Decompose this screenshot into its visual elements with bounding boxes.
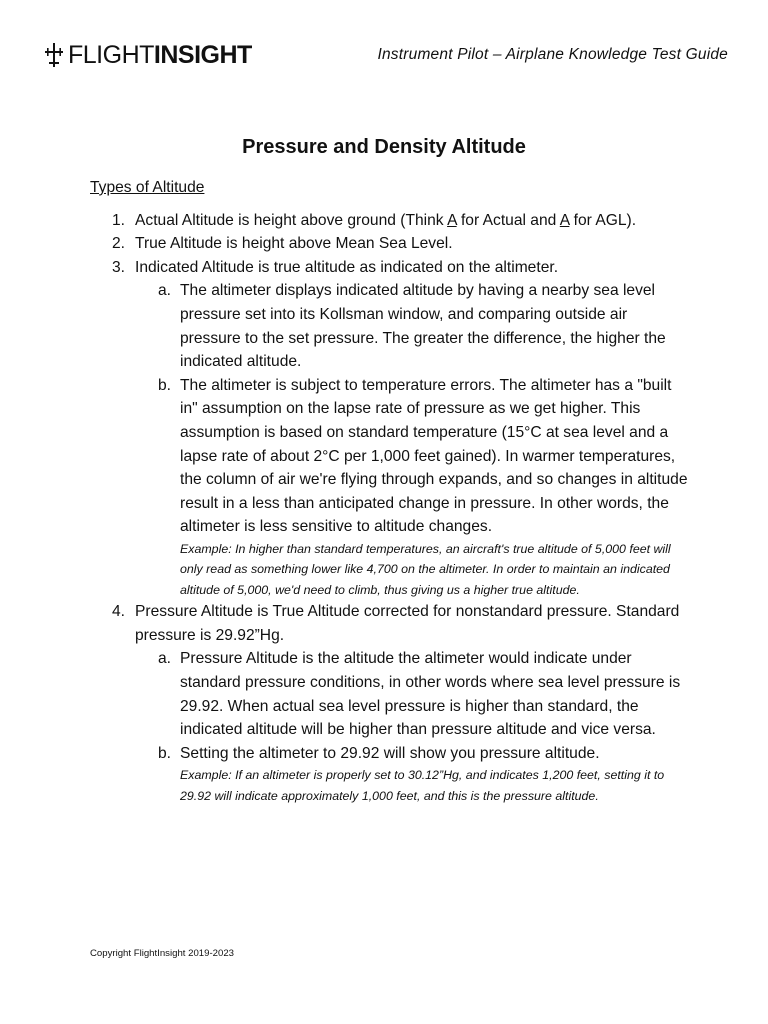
logo-text-light: FLIGHT	[68, 40, 154, 69]
list-item-text	[135, 212, 636, 229]
list-number: 1.	[112, 211, 126, 229]
logo-text-bold: INSIGHT	[153, 40, 252, 69]
underlined-letter: A	[559, 211, 570, 229]
page-header	[44, 38, 728, 74]
sub-list-item	[90, 742, 690, 806]
altitude-types-list	[90, 209, 690, 807]
sub-list	[90, 647, 690, 806]
list-number: 2.	[112, 235, 126, 253]
list-item-text: True Altitude is height above Mean Sea Level.	[135, 235, 453, 253]
copyright-footer: Copyright FlightInsight 2019-2023	[90, 948, 234, 959]
list-number: 3.	[112, 258, 126, 276]
list-item	[90, 209, 690, 233]
text-segment: for Actual and	[456, 211, 560, 229]
sub-list-letter: a.	[158, 650, 172, 668]
page-title: Pressure and Density Altitude	[242, 136, 526, 158]
list-item	[90, 256, 690, 600]
airplane-logo-icon	[44, 42, 64, 68]
section-heading: Types of Altitude	[90, 179, 205, 196]
logo-wordmark	[68, 40, 252, 69]
sub-list-letter: a.	[158, 282, 172, 300]
sub-list-item-text: The altimeter displays indicated altitude by having a nearby sea level pressure set into its Kollsman window, and comparing outside air pressure to the set pressure. The greater the difference, the higher the indicated altitude.	[180, 282, 666, 371]
sub-list-letter: b.	[158, 376, 172, 394]
text-segment: Actual Altitude is height above ground (Think	[135, 211, 448, 229]
flightinsight-logo	[44, 42, 252, 68]
sub-list-item	[90, 279, 690, 373]
sub-list-item	[90, 647, 690, 741]
list-item	[90, 232, 690, 256]
example-note: Example: In higher than standard temperatures, an aircraft's true altitude of 5,000 feet will only read as something lower like 4,700 on the altimeter. In order to maintain an indicated altitude of 5,000, we'd need to climb, thus giving us a higher true altitude.	[180, 541, 671, 597]
list-item	[90, 600, 690, 806]
sub-list-item	[90, 374, 690, 600]
sub-list	[90, 279, 690, 600]
example-note: Example: If an altimeter is properly set to 30.12”Hg, and indicates 1,200 feet, setting it to 29.92 will indicate approximately 1,000 feet, and this is the pressure altitude.	[180, 768, 665, 803]
document-body	[90, 176, 690, 806]
sub-list-item-text: The altimeter is subject to temperature errors. The altimeter has a "built in" assumption on the lapse rate of pressure as we get higher. This assumption is based on standard temperature (15°C at sea level and a lapse rate of about 2°C per 1,000 feet gained). In warmer temperatures, the column of air we're flying through expands, and so changes in altitude result in a less than anticipated change in pressure. In other words, the altimeter is less sensitive to altitude changes.	[180, 376, 688, 536]
list-item-text: Indicated Altitude is true altitude as indicated on the altimeter.	[135, 258, 559, 276]
sub-list-letter: b.	[158, 744, 172, 762]
guide-title: Instrument Pilot – Airplane Knowledge Test Guide	[377, 46, 728, 63]
sub-list-item-text: Pressure Altitude is the altitude the altimeter would indicate under standard pressure conditions, in other words where sea level pressure is 29.92. When actual sea level pressure is higher than standard, the indicated altitude will be higher than pressure altitude and vice versa.	[180, 650, 681, 739]
underlined-letter: A	[447, 211, 457, 229]
text-segment: for AGL).	[569, 211, 637, 229]
sub-list-item-text: Setting the altimeter to 29.92 will show you pressure altitude.	[180, 744, 600, 762]
list-number: 4.	[112, 603, 126, 621]
list-item-text: Pressure Altitude is True Altitude corrected for nonstandard pressure. Standard pressure is 29.92”Hg.	[135, 603, 680, 644]
